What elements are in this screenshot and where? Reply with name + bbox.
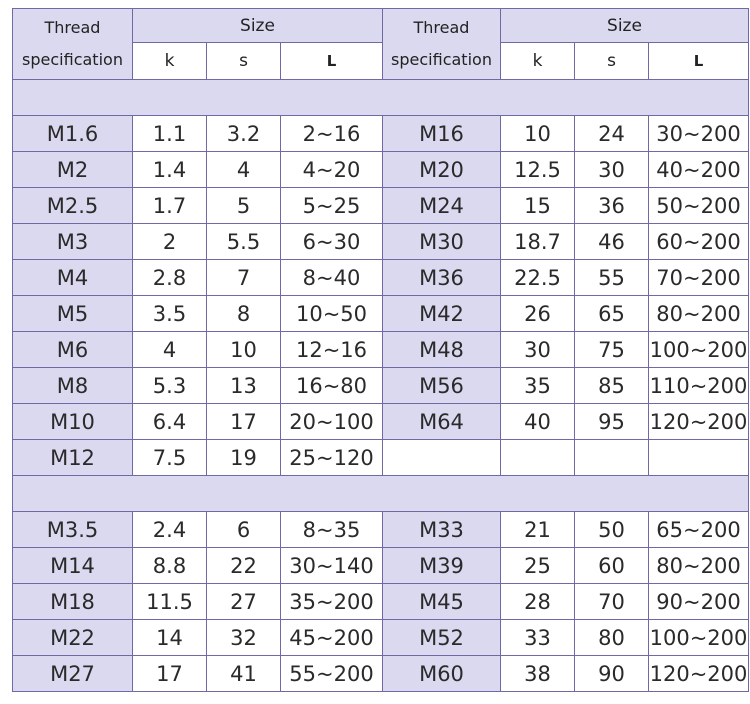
size-s-cell: 30: [575, 152, 649, 188]
size-k-cell: 18.7: [501, 224, 575, 260]
thread-spec-cell: M12: [13, 440, 133, 476]
thread-spec-cell: M6: [13, 332, 133, 368]
header-thread-spec-right: [383, 9, 501, 80]
size-k-cell: 14: [133, 620, 207, 656]
size-s-cell: 13: [207, 368, 281, 404]
thread-spec-cell: M10: [13, 404, 133, 440]
size-s-cell: 7: [207, 260, 281, 296]
header-thread-spec-left: [13, 9, 133, 80]
thread-spec-cell: M20: [383, 152, 501, 188]
size-L-cell: 40~200: [649, 152, 749, 188]
table-row: [13, 548, 749, 584]
size-s-cell: 60: [575, 548, 649, 584]
table-row: [13, 224, 749, 260]
size-k-cell: 8.8: [133, 548, 207, 584]
header-specification-label: specification: [22, 50, 123, 69]
size-k-cell: 1.1: [133, 116, 207, 152]
size-L-cell: 25~120: [281, 440, 383, 476]
thread-spec-cell: M8: [13, 368, 133, 404]
size-k-cell: 7.5: [133, 440, 207, 476]
size-L-cell: 100~200: [649, 620, 749, 656]
size-L-cell: 70~200: [649, 260, 749, 296]
size-L-cell: 80~200: [649, 296, 749, 332]
size-L-cell: 6~30: [281, 224, 383, 260]
header-thread-label: Thread: [413, 18, 470, 37]
thread-spec-cell: M22: [13, 620, 133, 656]
thread-spec-cell: M56: [383, 368, 501, 404]
size-L-cell: 110~200: [649, 368, 749, 404]
size-k-cell: 1.4: [133, 152, 207, 188]
size-L-cell: 100~200: [649, 332, 749, 368]
size-L-cell: 60~200: [649, 224, 749, 260]
thread-spec-cell: M14: [13, 548, 133, 584]
size-k-cell: 2.8: [133, 260, 207, 296]
size-s-cell: 8: [207, 296, 281, 332]
size-L-cell: 55~200: [281, 656, 383, 692]
size-k-cell: 33: [501, 620, 575, 656]
size-s-cell: 90: [575, 656, 649, 692]
separator-band: [13, 80, 749, 116]
size-k-cell: [501, 440, 575, 476]
size-s-cell: 19: [207, 440, 281, 476]
size-s-cell: 6: [207, 512, 281, 548]
size-k-cell: 26: [501, 296, 575, 332]
size-s-cell: 24: [575, 116, 649, 152]
thread-spec-cell: M2: [13, 152, 133, 188]
table-row: [13, 152, 749, 188]
size-s-cell: 4: [207, 152, 281, 188]
size-L-cell: 35~200: [281, 584, 383, 620]
header-k-right: k: [501, 43, 575, 80]
size-L-cell: 10~50: [281, 296, 383, 332]
section-separator-1: [13, 80, 749, 116]
thread-spec-cell: M42: [383, 296, 501, 332]
size-s-cell: 95: [575, 404, 649, 440]
size-L-cell: 20~100: [281, 404, 383, 440]
header-row-1: [13, 9, 749, 43]
size-L-cell: 65~200: [649, 512, 749, 548]
thread-spec-cell: M16: [383, 116, 501, 152]
size-k-cell: 12.5: [501, 152, 575, 188]
size-s-cell: 22: [207, 548, 281, 584]
thread-spec-cell: M3.5: [13, 512, 133, 548]
size-s-cell: 36: [575, 188, 649, 224]
size-L-cell: 4~20: [281, 152, 383, 188]
size-s-cell: 65: [575, 296, 649, 332]
size-L-cell: 12~16: [281, 332, 383, 368]
table-row: [13, 620, 749, 656]
header-L-left: L: [281, 43, 383, 80]
table-row: [13, 584, 749, 620]
thread-spec-cell: M24: [383, 188, 501, 224]
size-L-cell: 120~200: [649, 404, 749, 440]
size-k-cell: 17: [133, 656, 207, 692]
header-k-left: k: [133, 43, 207, 80]
thread-spec-cell: M1.6: [13, 116, 133, 152]
size-s-cell: 27: [207, 584, 281, 620]
size-L-cell: 80~200: [649, 548, 749, 584]
size-L-cell: 50~200: [649, 188, 749, 224]
header-thread-label: Thread: [44, 18, 101, 37]
thread-spec-cell: M5: [13, 296, 133, 332]
thread-spec-cell: M30: [383, 224, 501, 260]
header-s-right: s: [575, 43, 649, 80]
size-k-cell: 4: [133, 332, 207, 368]
thread-spec-cell: M36: [383, 260, 501, 296]
header-L-right: L: [649, 43, 749, 80]
size-L-cell: 90~200: [649, 584, 749, 620]
size-k-cell: 6.4: [133, 404, 207, 440]
thread-spec-cell: M60: [383, 656, 501, 692]
size-L-cell: [649, 440, 749, 476]
table-row: [13, 188, 749, 224]
size-k-cell: 28: [501, 584, 575, 620]
thread-spec-cell: M27: [13, 656, 133, 692]
size-k-cell: 2: [133, 224, 207, 260]
thread-spec-cell: [383, 440, 501, 476]
size-k-cell: 11.5: [133, 584, 207, 620]
size-k-cell: 40: [501, 404, 575, 440]
size-L-cell: 45~200: [281, 620, 383, 656]
thread-spec-cell: M4: [13, 260, 133, 296]
table-row: [13, 116, 749, 152]
size-s-cell: 55: [575, 260, 649, 296]
size-k-cell: 5.3: [133, 368, 207, 404]
size-s-cell: 85: [575, 368, 649, 404]
size-s-cell: 46: [575, 224, 649, 260]
thread-spec-cell: M52: [383, 620, 501, 656]
size-k-cell: 3.5: [133, 296, 207, 332]
thread-spec-cell: M33: [383, 512, 501, 548]
thread-spec-cell: M39: [383, 548, 501, 584]
thread-spec-cell: M64: [383, 404, 501, 440]
size-s-cell: 10: [207, 332, 281, 368]
thread-spec-cell: M2.5: [13, 188, 133, 224]
table-row: [13, 368, 749, 404]
size-k-cell: 1.7: [133, 188, 207, 224]
size-k-cell: 25: [501, 548, 575, 584]
thread-spec-table: [12, 8, 749, 692]
size-L-cell: 120~200: [649, 656, 749, 692]
size-k-cell: 38: [501, 656, 575, 692]
table-row: [13, 332, 749, 368]
size-k-cell: 15: [501, 188, 575, 224]
size-k-cell: 22.5: [501, 260, 575, 296]
table-row: [13, 440, 749, 476]
size-s-cell: 5: [207, 188, 281, 224]
separator-band: [13, 476, 749, 512]
size-k-cell: 2.4: [133, 512, 207, 548]
size-L-cell: 8~35: [281, 512, 383, 548]
table-row: [13, 260, 749, 296]
size-s-cell: 41: [207, 656, 281, 692]
size-s-cell: 50: [575, 512, 649, 548]
table-row: [13, 512, 749, 548]
thread-spec-cell: M48: [383, 332, 501, 368]
size-s-cell: 3.2: [207, 116, 281, 152]
size-L-cell: 8~40: [281, 260, 383, 296]
thread-spec-cell: M45: [383, 584, 501, 620]
size-s-cell: 75: [575, 332, 649, 368]
size-L-cell: 2~16: [281, 116, 383, 152]
size-L-cell: 30~140: [281, 548, 383, 584]
size-s-cell: 5.5: [207, 224, 281, 260]
thread-spec-cell: M18: [13, 584, 133, 620]
header-size-left: Size: [133, 9, 383, 43]
thread-spec-cell: M3: [13, 224, 133, 260]
header-s-left: s: [207, 43, 281, 80]
size-k-cell: 21: [501, 512, 575, 548]
size-k-cell: 30: [501, 332, 575, 368]
size-L-cell: 16~80: [281, 368, 383, 404]
size-L-cell: 30~200: [649, 116, 749, 152]
table-row: [13, 404, 749, 440]
header-size-right: Size: [501, 9, 749, 43]
table-row: [13, 296, 749, 332]
table-row: [13, 656, 749, 692]
size-s-cell: [575, 440, 649, 476]
size-s-cell: 70: [575, 584, 649, 620]
section-separator-2: [13, 476, 749, 512]
size-L-cell: 5~25: [281, 188, 383, 224]
size-s-cell: 80: [575, 620, 649, 656]
size-k-cell: 35: [501, 368, 575, 404]
header-specification-label: specification: [391, 50, 492, 69]
size-k-cell: 10: [501, 116, 575, 152]
size-s-cell: 17: [207, 404, 281, 440]
size-s-cell: 32: [207, 620, 281, 656]
